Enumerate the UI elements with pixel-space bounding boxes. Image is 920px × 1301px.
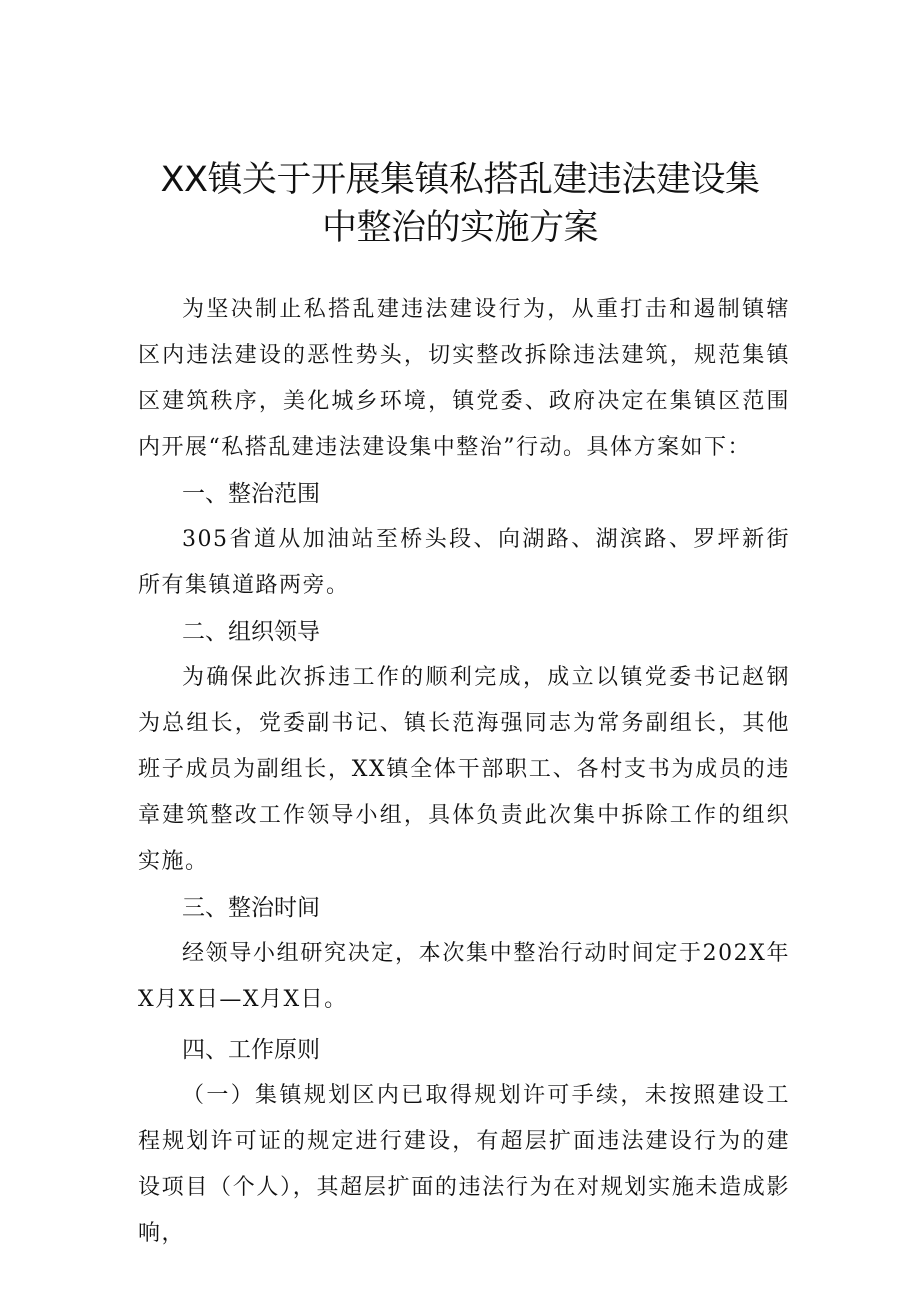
- section-text-leadership: 为确保此次拆违工作的顺利完成，成立以镇党委书记赵钢为总组长，党委副书记、镇长范海强同志为常务副组长，其他班子成员为副组长，XX镇全体干部职工、各村支书为成员的违章建筑整改工作领导小组，具体负责此次集中拆除工作的组织实施。: [138, 665, 790, 874]
- section-text-scope: 305省道从加油站至桥头段、向湖路、湖滨路、罗坪新街所有集镇道路两旁。: [138, 527, 790, 598]
- document-body: [138, 287, 790, 1257]
- section-heading-principles: 四、工作原则: [182, 1037, 320, 1063]
- section-text-principles: （一）集镇规划区内已取得规划许可手续，未按照建设工程规划许可证的规定进行建设，有超层扩面违法建设行为的建设项目（个人），其超层扩面的违法行为在对规划实施未造成影响，: [138, 1083, 790, 1246]
- section-heading-leadership: 二、组织领导: [182, 619, 320, 645]
- document-title: [120, 156, 800, 252]
- section-heading-timeline: 三、整治时间: [182, 895, 320, 921]
- title-line-2: 中整治的实施方案: [321, 208, 598, 248]
- title-line-1: XX镇关于开展集镇私搭乱建违法建设集: [160, 160, 760, 200]
- section-text-timeline: 经领导小组研究决定，本次集中整治行动时间定于202X年X月X日—X月X日。: [138, 941, 790, 1012]
- intro-paragraph: 为坚决制止私搭乱建违法建设行为，从重打击和遏制镇辖区内违法建设的恶性势头，切实整改拆除违法建筑，规范集镇区建筑秩序，美化城乡环境，镇党委、政府决定在集镇区范围内开展“私搭乱建违法建设集中整治”行动。具体方案如下：: [138, 297, 790, 460]
- section-heading-scope: 一、整治范围: [182, 481, 320, 507]
